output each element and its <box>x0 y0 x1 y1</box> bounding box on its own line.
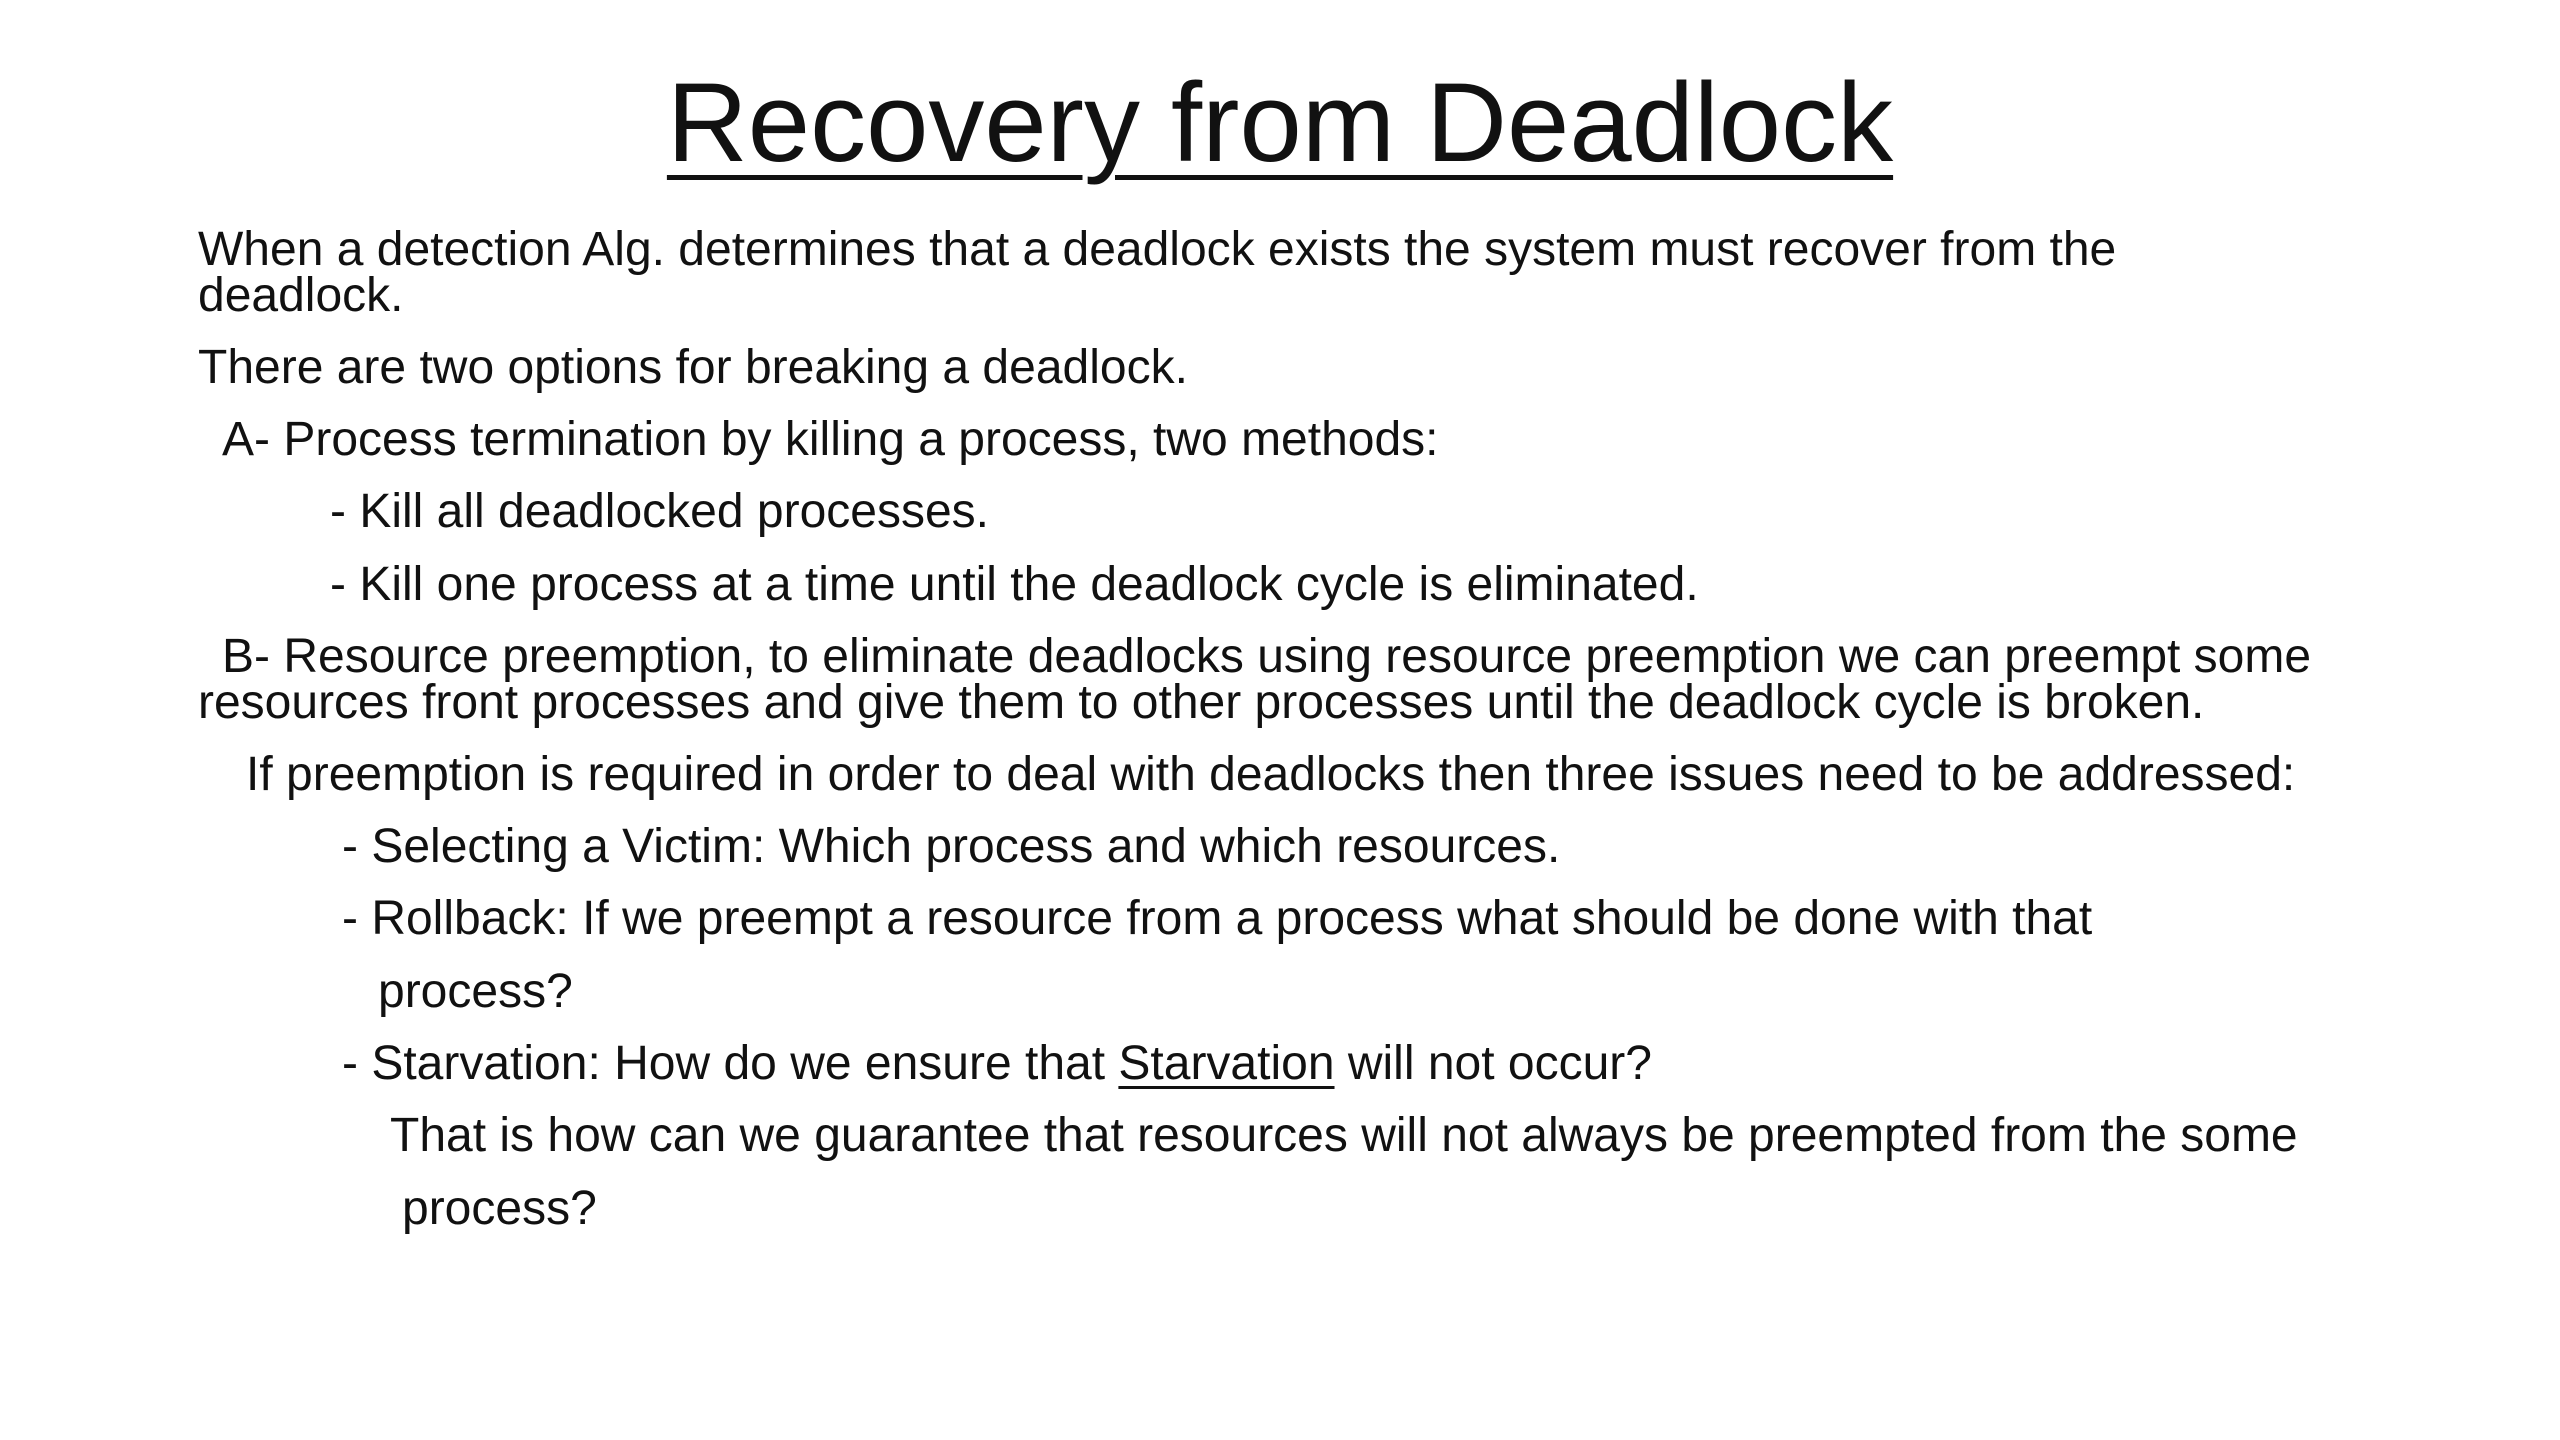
option-a: A- Process termination by killing a process, two methods: <box>222 413 1439 466</box>
body-line-1: When a detection Alg. determines that a deadlock exists the system must recover from the <box>198 223 2117 276</box>
starvation-term: Starvation <box>1118 1037 1335 1090</box>
issue-rollback-line-1: - Rollback: If we preempt a resource from a process what should be done with that <box>342 892 2093 945</box>
option-a-method-2: - Kill one process at a time until the deadlock cycle is eliminated. <box>330 558 1699 611</box>
slide-title-text: Recovery from Deadlock <box>666 60 1894 185</box>
starvation-explanation-line-1: That is how can we guarantee that resources will not always be preempted from the some <box>390 1109 2298 1162</box>
starvation-explanation-line-2: process? <box>402 1182 597 1235</box>
option-a-method-1: - Kill all deadlocked processes. <box>330 485 989 538</box>
body-line-3: There are two options for breaking a deadlock. <box>198 341 1188 394</box>
issue-starvation-suffix: will not occur? <box>1334 1037 1652 1090</box>
preemption-issues-intro: If preemption is required in order to deal with deadlocks then three issues need to be addressed: <box>246 748 2296 801</box>
issue-rollback-line-2: process? <box>378 965 573 1018</box>
option-b-line-2: resources front processes and give them to other processes until the deadlock cycle is broken. <box>198 676 2205 729</box>
issue-starvation-prefix: - Starvation: How do we ensure that <box>342 1037 1119 1090</box>
issue-starvation <box>342 1037 1652 1090</box>
issue-selecting-victim: - Selecting a Victim: Which process and which resources. <box>342 820 1561 873</box>
option-b-line-1: B- Resource preemption, to eliminate deadlocks using resource preemption we can preempt some <box>222 630 2312 683</box>
body-line-2: deadlock. <box>198 269 404 322</box>
slide-title <box>0 58 2560 188</box>
